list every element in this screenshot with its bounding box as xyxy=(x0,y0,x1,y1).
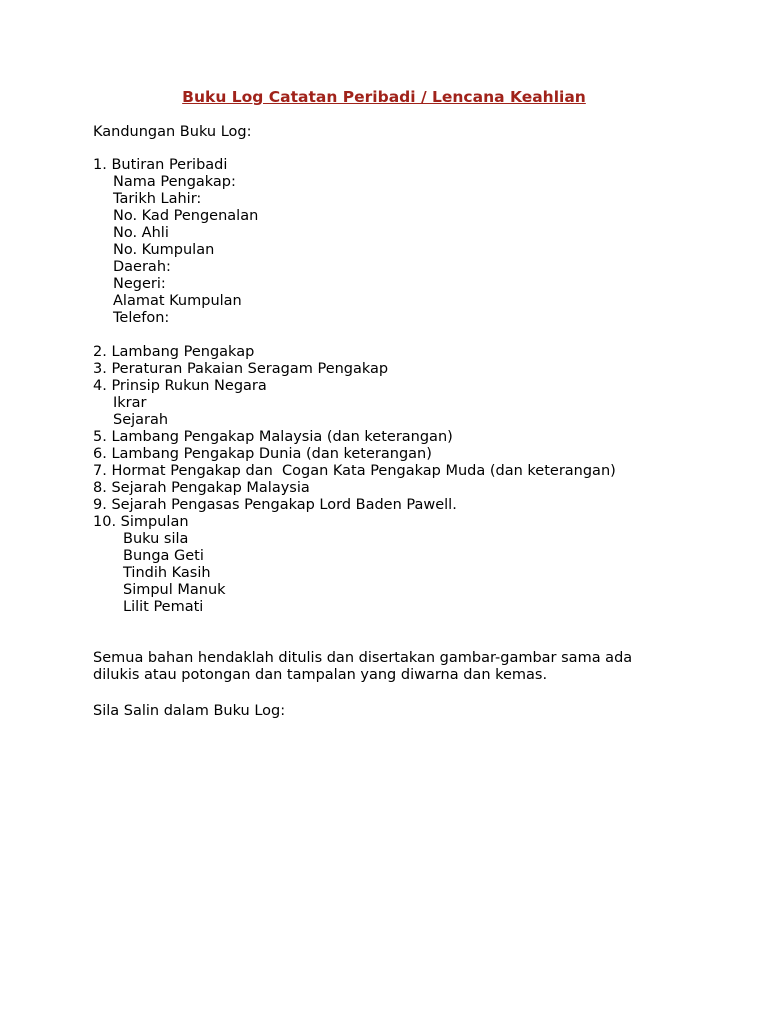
field-telefon: Telefon: xyxy=(113,310,170,326)
list-item-10: 10. Simpulan xyxy=(93,514,189,530)
sub-item-sejarah: Sejarah xyxy=(113,412,169,428)
sub-item-tindih-kasih: Tindih Kasih xyxy=(123,565,211,581)
field-tarikh-lahir: Tarikh Lahir: xyxy=(113,191,202,207)
list-item-5: 5. Lambang Pengakap Malaysia (dan keterangan) xyxy=(93,429,453,445)
list-item-2: 2. Lambang Pengakap xyxy=(93,344,255,360)
closing-paragraph-line-2: dilukis atau potongan dan tampalan yang diwarna dan kemas. xyxy=(93,667,548,683)
intro-text: Kandungan Buku Log: xyxy=(93,124,252,140)
section-1-heading: 1. Butiran Peribadi xyxy=(93,157,228,173)
document-title: Buku Log Catatan Peribadi / Lencana Keahlian xyxy=(182,88,586,106)
sub-item-ikrar: Ikrar xyxy=(113,395,147,411)
field-daerah: Daerah: xyxy=(113,259,171,275)
field-alamat-kumpulan: Alamat Kumpulan xyxy=(113,293,242,309)
field-nama-pengakap: Nama Pengakap: xyxy=(113,174,236,190)
list-item-3: 3. Peraturan Pakaian Seragam Pengakap xyxy=(93,361,389,377)
copy-instruction: Sila Salin dalam Buku Log: xyxy=(93,703,286,719)
field-no-kumpulan: No. Kumpulan xyxy=(113,242,215,258)
field-negeri: Negeri: xyxy=(113,276,166,292)
sub-item-lilit-pemati: Lilit Pemati xyxy=(123,599,204,615)
list-item-8: 8. Sejarah Pengakap Malaysia xyxy=(93,480,310,496)
list-item-4: 4. Prinsip Rukun Negara xyxy=(93,378,267,394)
sub-item-bunga-geti: Bunga Geti xyxy=(123,548,204,564)
field-no-ahli: No. Ahli xyxy=(113,225,169,241)
closing-paragraph-line-1: Semua bahan hendaklah ditulis dan disertakan gambar-gambar sama ada xyxy=(93,650,633,666)
sub-item-buku-sila: Buku sila xyxy=(123,531,189,547)
list-item-9: 9. Sejarah Pengasas Pengakap Lord Baden Pawell. xyxy=(93,497,457,513)
sub-item-simpul-manuk: Simpul Manuk xyxy=(123,582,226,598)
list-item-6: 6. Lambang Pengakap Dunia (dan keterangan) xyxy=(93,446,432,462)
list-item-7: 7. Hormat Pengakap dan Cogan Kata Pengakap Muda (dan keterangan) xyxy=(93,463,616,479)
field-kad-pengenalan: No. Kad Pengenalan xyxy=(113,208,259,224)
